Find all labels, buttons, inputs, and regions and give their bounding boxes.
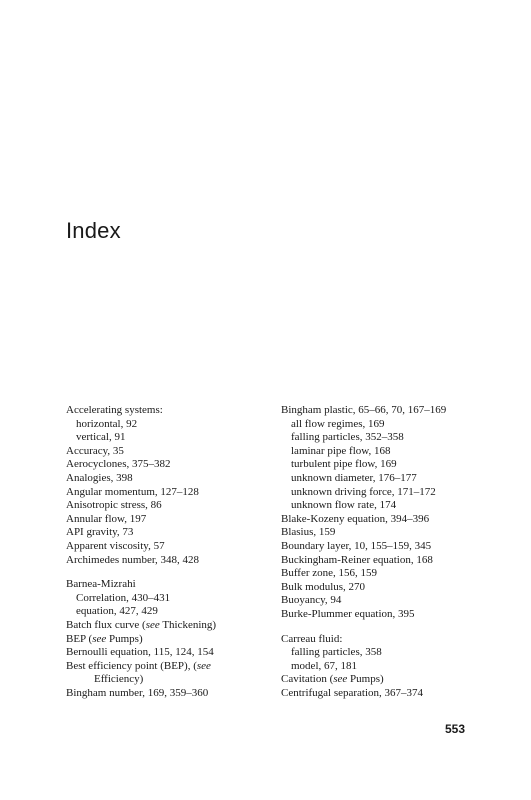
entry-text: Buoyancy, 94 xyxy=(281,594,342,607)
entry-text: Centrifugal separation, 367–374 xyxy=(281,686,424,699)
entry-text: horizontal, 92 xyxy=(76,417,138,430)
index-subentry xyxy=(281,646,481,660)
entry-text: Accuracy, 35 xyxy=(66,444,124,457)
entry-text-after: Thickening) xyxy=(159,618,217,631)
letter-group-gap xyxy=(281,622,481,633)
index-column-right xyxy=(281,404,481,700)
entry-text: Accelerating systems: xyxy=(66,404,163,416)
entry-text: Anisotropic stress, 86 xyxy=(66,499,162,512)
index-subentry xyxy=(66,431,271,445)
index-subentry xyxy=(281,660,481,674)
index-entry xyxy=(281,567,481,581)
entry-see-italic: see xyxy=(145,618,160,631)
index-entry xyxy=(281,526,481,540)
index-entry xyxy=(66,633,271,647)
entry-text: Carreau fluid: xyxy=(281,632,343,645)
entry-see-italic: see xyxy=(92,632,107,645)
index-subentry xyxy=(66,605,271,619)
index-entry xyxy=(66,499,271,513)
index-subentry xyxy=(66,418,271,432)
entry-text: laminar pipe flow, 168 xyxy=(291,444,391,457)
index-entry xyxy=(66,486,271,500)
index-entry xyxy=(281,633,481,647)
index-subentry xyxy=(281,472,481,486)
index-entry xyxy=(66,646,271,660)
entry-text: Burke-Plummer equation, 395 xyxy=(281,607,415,620)
entry-text: unknown driving force, 171–172 xyxy=(291,485,436,498)
entry-text: Buckingham-Reiner equation, 168 xyxy=(281,553,433,566)
entry-text: Blasius, 159 xyxy=(281,526,336,539)
index-subentry xyxy=(281,445,481,459)
entry-text: Batch flux curve ( xyxy=(66,618,146,631)
index-entry xyxy=(66,540,271,554)
index-entry xyxy=(66,619,271,633)
letter-group-gap xyxy=(66,567,271,578)
entry-text: Bulk modulus, 270 xyxy=(281,580,366,593)
index-entry xyxy=(66,554,271,568)
index-subentry xyxy=(281,418,481,432)
index-entry xyxy=(66,513,271,527)
entry-text-after: Pumps) xyxy=(347,673,384,686)
entry-text: Archimedes number, 348, 428 xyxy=(66,553,200,566)
entry-text: API gravity, 73 xyxy=(66,526,134,539)
entry-text: equation, 427, 429 xyxy=(76,605,158,618)
entry-text: Bingham plastic, 65–66, 70, 167–169 xyxy=(281,404,447,416)
page-title: Index xyxy=(66,218,121,243)
entry-text: unknown diameter, 176–177 xyxy=(291,471,417,484)
entry-text: Bernoulli equation, 115, 124, 154 xyxy=(66,646,214,659)
entry-text: model, 67, 181 xyxy=(291,659,357,672)
index-entry xyxy=(66,687,271,701)
entry-text: Angular momentum, 127–128 xyxy=(66,485,199,498)
entry-text: Blake-Kozeny equation, 394–396 xyxy=(281,512,430,525)
entry-text: Analogies, 398 xyxy=(66,471,133,484)
index-entry xyxy=(281,540,481,554)
entry-text: Apparent viscosity, 57 xyxy=(66,539,165,552)
entry-text: all flow regimes, 169 xyxy=(291,417,385,430)
entry-see-italic: see xyxy=(333,673,348,686)
index-subentry xyxy=(281,499,481,513)
index-entry xyxy=(281,673,481,687)
entry-text: vertical, 91 xyxy=(76,431,126,444)
index-entry xyxy=(66,472,271,486)
entry-text-after: Pumps) xyxy=(106,632,143,645)
index-entry xyxy=(281,404,481,418)
entry-text: Barnea-Mizrahi xyxy=(66,578,136,591)
entry-text: Efficiency) xyxy=(94,673,144,686)
entry-text: Aerocyclones, 375–382 xyxy=(66,458,171,471)
index-subentry xyxy=(66,673,271,687)
entry-text: falling particles, 352–358 xyxy=(291,431,404,444)
index-entry xyxy=(281,581,481,595)
entry-text: Best efficiency point (BEP), ( xyxy=(66,659,197,672)
index-entry xyxy=(66,404,271,418)
index-entry xyxy=(66,458,271,472)
index-entry xyxy=(281,554,481,568)
index-entry xyxy=(66,578,271,592)
index-entry xyxy=(66,445,271,459)
entry-text: Bingham number, 169, 359–360 xyxy=(66,686,209,699)
entry-text: Cavitation ( xyxy=(281,673,334,686)
index-entry xyxy=(66,526,271,540)
entry-text: Boundary layer, 10, 155–159, 345 xyxy=(281,539,432,552)
entry-text: BEP ( xyxy=(66,632,93,645)
index-entry xyxy=(281,687,481,701)
entry-text: Correlation, 430–431 xyxy=(76,591,171,604)
index-subentry xyxy=(281,458,481,472)
index-entry xyxy=(281,513,481,527)
index-subentry xyxy=(281,431,481,445)
entry-text: Annular flow, 197 xyxy=(66,512,147,525)
index-entry xyxy=(281,594,481,608)
entry-text: falling particles, 358 xyxy=(291,646,382,659)
page-number: 553 xyxy=(445,722,466,736)
entry-text: unknown flow rate, 174 xyxy=(291,499,397,512)
index-subentry xyxy=(281,486,481,500)
index-entry xyxy=(281,608,481,622)
entry-text: turbulent pipe flow, 169 xyxy=(291,458,397,471)
entry-text: Buffer zone, 156, 159 xyxy=(281,567,378,580)
index-column-left xyxy=(66,404,271,700)
index-entry xyxy=(66,660,271,674)
entry-see-italic: see xyxy=(196,659,211,672)
index-subentry xyxy=(66,592,271,606)
